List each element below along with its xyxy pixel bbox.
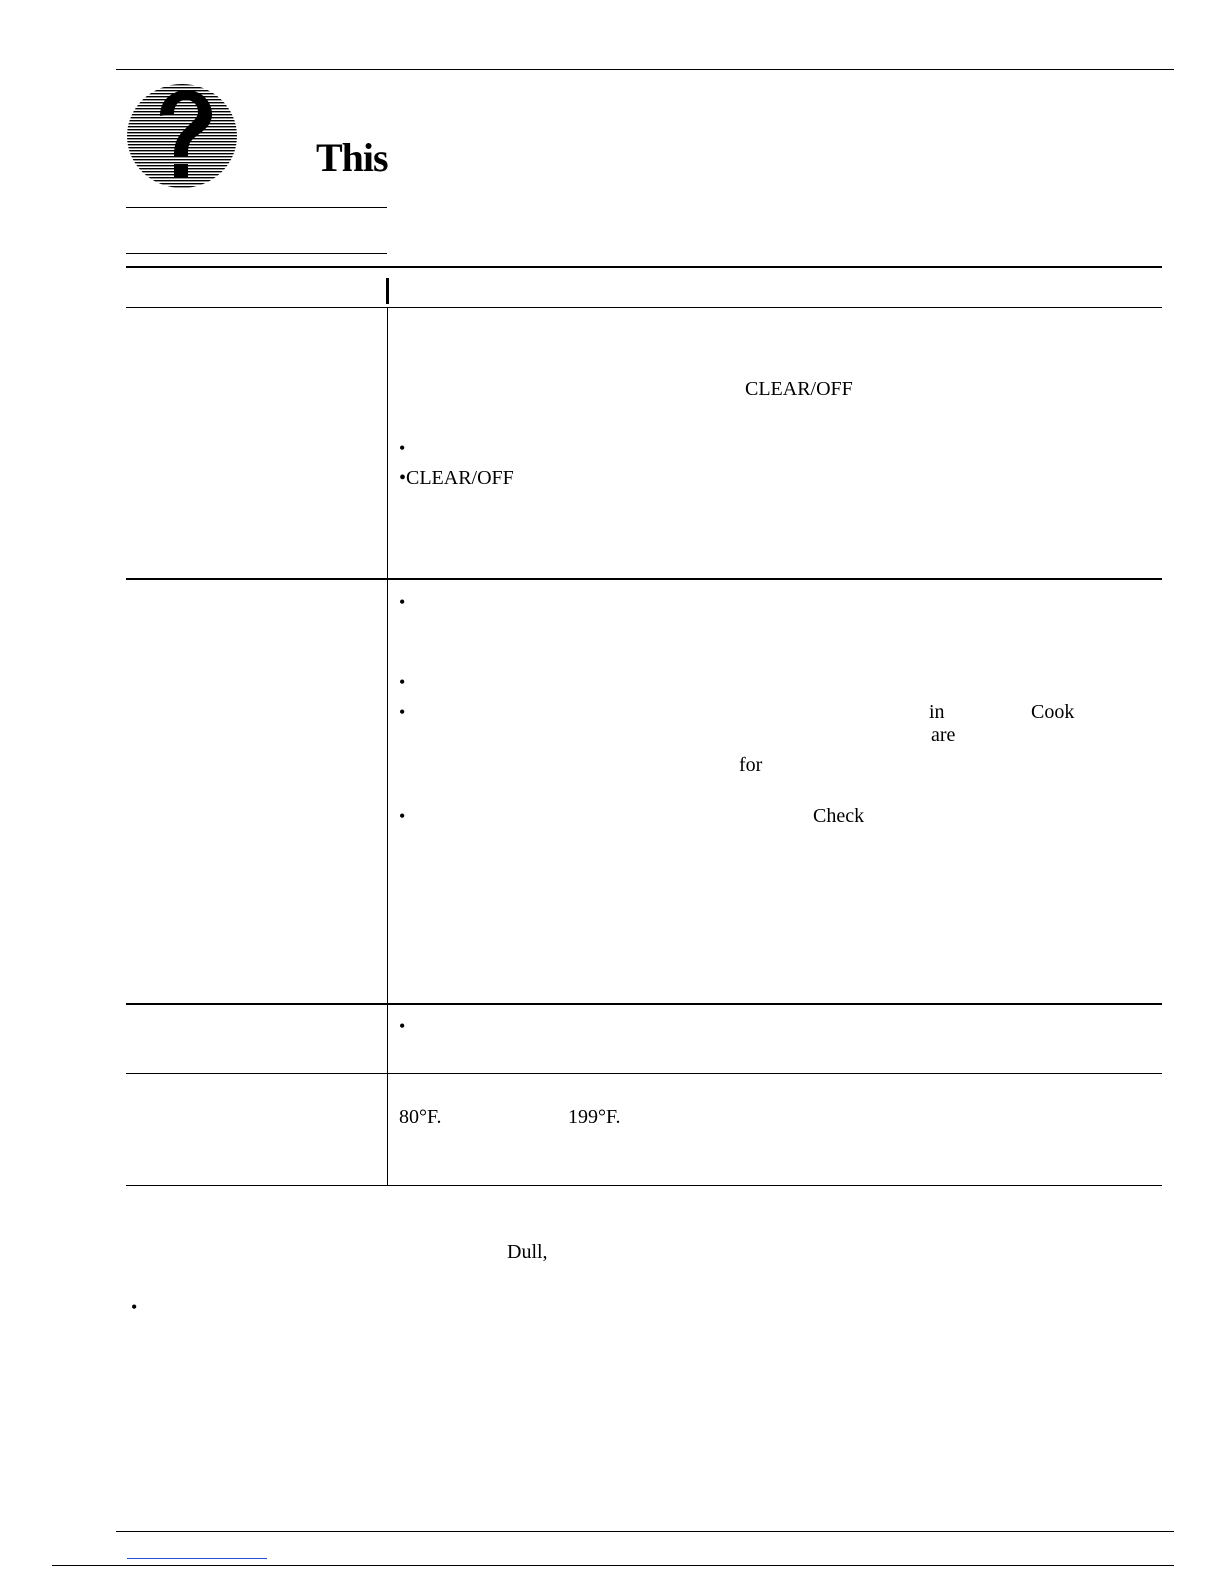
bullet: • — [399, 592, 406, 612]
clear-off-bullet-label: •CLEAR/OFF — [399, 467, 514, 489]
bullet: • — [399, 438, 406, 458]
bullet: • — [399, 702, 406, 722]
link-underline[interactable] — [127, 1558, 267, 1559]
word-in: in — [929, 701, 945, 723]
table-row-separator-3 — [126, 1073, 1162, 1074]
top-rule — [116, 69, 1174, 70]
word-cook: Cook — [1031, 701, 1075, 723]
bottom-rule — [116, 1531, 1174, 1532]
table-header-bottom — [126, 307, 1162, 308]
header-underline-1 — [126, 207, 387, 208]
table-row-separator-1 — [126, 578, 1162, 580]
word-are: are — [931, 724, 956, 746]
table-bottom-border — [126, 1185, 1162, 1186]
bullet: • — [131, 1297, 138, 1317]
bullet: • — [399, 806, 406, 826]
word-check: Check — [813, 805, 865, 827]
word-for: for — [739, 754, 763, 776]
table-row-separator-2 — [126, 1003, 1162, 1005]
temp-low: 80°F. — [399, 1106, 442, 1128]
page-title: This — [316, 135, 388, 180]
table-column-divider — [387, 307, 388, 1186]
clear-off-label: CLEAR/OFF — [745, 378, 853, 400]
word-dull: Dull, — [507, 1241, 548, 1263]
page-bottom-rule — [52, 1565, 1174, 1566]
bullet: • — [399, 672, 406, 692]
question-mark-icon — [126, 84, 242, 192]
header-underline-2 — [126, 253, 387, 254]
table-header-divider — [386, 278, 389, 304]
temp-high: 199°F. — [568, 1106, 621, 1128]
bullet: • — [399, 1016, 406, 1036]
table-top-border — [126, 266, 1162, 268]
